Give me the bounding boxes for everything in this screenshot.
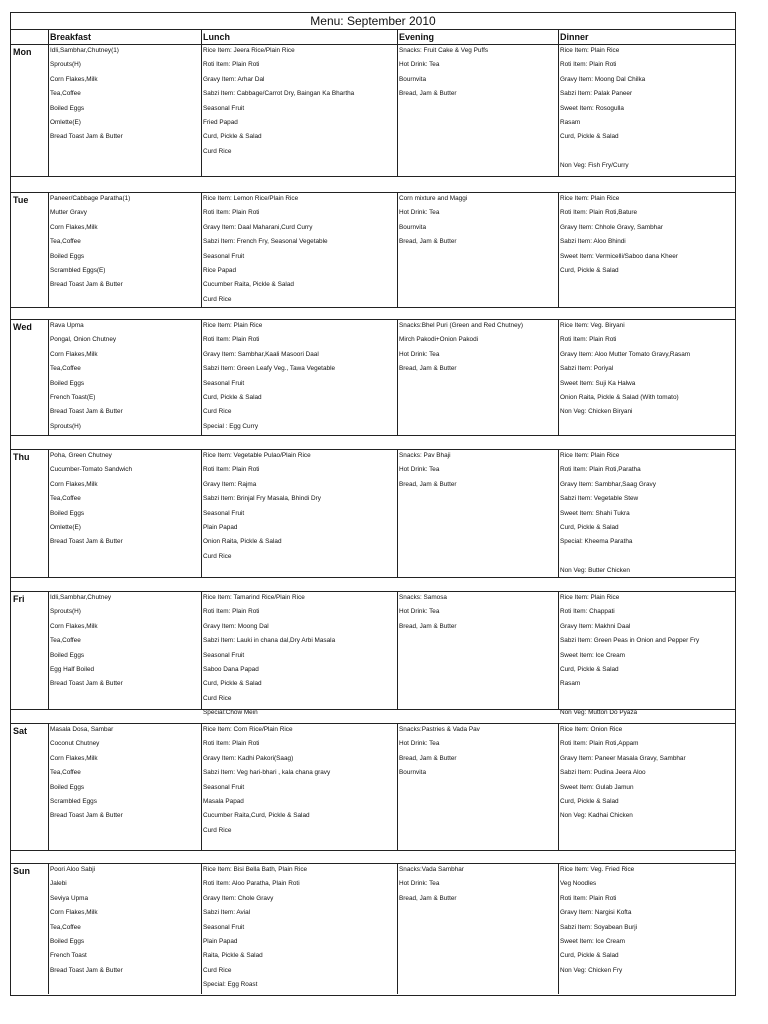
menu-item: Boiled Eggs [50,509,85,517]
menu-item: Hot Drink: Tea [399,466,440,474]
menu-item: Gravy Item: Aloo Mutter Tomato Gravy,Rasam [560,350,691,358]
column-rule [397,44,398,176]
menu-item: Bread Toast Jam & Butter [50,812,123,820]
menu-item: Seasonal Fruit [203,783,245,791]
menu-item: Rasam [560,118,581,126]
menu-item: Rice Item: Onion Rice [560,726,623,733]
menu-item: Bread Toast Jam & Butter [50,680,123,688]
menu-item: Sabzi Item: Green Leafy Veg., Tawa Vegetable [203,365,336,373]
dinner-cell [558,723,737,850]
menu-item: Non Veg: Fish Fry/Curry [560,162,629,170]
menu-item: Curd, Pickle & Salad [203,133,262,141]
breakfast-cell [48,319,201,435]
evening-cell [397,192,558,307]
menu-item: Sabzi Item: Veg hari-bhari , kala chana gravy [203,769,331,777]
menu-item: Idli,Sambhar,Chutney [50,594,112,601]
menu-item: Onion Raita, Pickle & Salad (With tomato) [560,393,679,401]
header-column-rule [397,30,398,44]
menu-item: Sabzi Item: Avial [203,909,251,917]
menu-item: Rice Papad [203,266,237,274]
menu-item: Poha, Green Chutney [50,452,112,459]
menu-item: Sabzi Item: Pudina Jeera Aloo [560,769,646,777]
menu-item: Cucumber-Tomato Sandwich [50,466,133,474]
menu-item: Rice Item: Corn Rice/Plain Rice [203,726,293,733]
evening-cell [397,591,558,709]
menu-item: Special : Egg Curry [203,422,259,430]
menu-item: Snacks:Bhel Puri (Green and Red Chutney) [399,322,523,329]
menu-item: Roti Item: Plain Roti [203,61,260,69]
menu-item: Rice Item: Plain Rice [203,322,263,329]
menu-item: Roti Item: Plain Roti [203,466,260,474]
menu-item: Sweet Item: Rosogulla [560,104,624,112]
menu-item: Boiled Eggs [50,937,85,945]
menu-item: Onion Raita, Pickle & Salad [203,538,282,546]
menu-item: Roti Item: Plain Roti,Bature [560,209,638,217]
menu-item: Hot Drink: Tea [399,350,440,358]
menu-item: Poori Aloo Sabji [50,866,96,873]
menu-item: Hot Drink: Tea [399,880,440,888]
menu-item: Gravy Item: Chhole Gravy, Sambhar [560,223,663,231]
menu-item: Gravy Item: Arhar Dal [203,75,265,83]
menu-item: Curd, Pickle & Salad [560,523,619,531]
menu-item: Snacks: Fruit Cake & Veg Puffs [399,47,489,54]
menu-item: Curd Rice [203,826,232,834]
lunch-cell [201,44,397,176]
dinner-cell [558,449,737,577]
menu-item: Boiled Eggs [50,651,85,659]
menu-item: Bread, Jam & Butter [399,754,457,762]
menu-item: Snacks:Pastries & Vada Pav [399,726,480,733]
breakfast-cell [48,591,201,709]
column-rule [201,723,202,850]
menu-item: Sweet Item: Vermicelli/Saboo dana Kheer [560,252,678,260]
menu-item: Omlette(E) [50,118,81,126]
lunch-cell [201,723,397,850]
menu-item: Corn Flakes,Milk [50,75,98,83]
menu-item: Hot Drink: Tea [399,608,440,616]
menu-item: Pongal, Onion Chutney [50,336,117,344]
menu-item: Gravy Item: Sambhar,Kaali Masoori Daal [203,350,319,358]
menu-item: Curd, Pickle & Salad [203,393,262,401]
column-rule [48,723,49,850]
column-rule [558,44,559,176]
column-rule [48,44,49,176]
day-label: Wed [13,322,32,332]
menu-item: Roti Item: Plain Roti [560,336,617,344]
column-rule [397,449,398,577]
menu-item: Roti Item: Aloo Paratha, Plain Roti [203,880,300,888]
menu-item: Curd Rice [203,408,232,416]
menu-item: Saboo Dana Papad [203,665,259,673]
menu-item: Gravy Item: Moong Dal [203,622,269,630]
menu-item: Gravy Item: Nargisi Kofta [560,909,632,917]
breakfast-cell [48,449,201,577]
menu-item: Sabzi Item: Soyabean Burji [560,923,638,931]
menu-item: Seasonal Fruit [203,651,245,659]
dinner-cell [558,863,737,994]
lunch-cell [201,319,397,435]
menu-item: Gravy Item: Sambhar,Saag Gravy [560,480,656,488]
menu-item: Bournvita [399,75,426,83]
lunch-cell [201,591,397,717]
menu-item: Tea,Coffee [50,637,81,645]
menu-item: Rava Upma [50,322,84,329]
menu-item: Roti Item: Plain Roti,Appam [560,740,639,748]
menu-item: Boiled Eggs [50,252,85,260]
block-bottom-rule [11,307,735,308]
day-label: Sun [13,866,30,876]
evening-cell [397,863,558,994]
column-rule [558,192,559,307]
menu-item: Sprouts(H) [50,61,81,69]
menu-item: Sabzi Item: French Fry, Seasonal Vegetable [203,238,328,246]
menu-item: Bread, Jam & Butter [399,894,457,902]
menu-item: Curd, Pickle & Salad [203,680,262,688]
menu-item: Cucumber Raita,Curd, Pickle & Salad [203,812,310,820]
menu-item: Bournvita [399,223,426,231]
column-rule [48,319,49,435]
menu-item: Curd Rice [203,295,232,303]
menu-item: French Toast(E) [50,393,96,401]
menu-title: Menu: September 2010 [11,13,735,30]
menu-item: Mutter Gravy [50,209,87,217]
menu-item: Rice Item: Jeera Rice/Plain Rice [203,47,295,54]
menu-item: Curd, Pickle & Salad [560,266,619,274]
menu-item: Bread, Jam & Butter [399,90,457,98]
menu-item: Roti Item: Plain Roti,Paratha [560,466,641,474]
column-rule [48,863,49,994]
menu-item [560,550,737,564]
menu-item: Roti Item: Plain Roti [203,336,260,344]
menu-item: Bread Toast Jam & Butter [50,538,123,546]
menu-item: Hot Drink: Tea [399,61,440,69]
menu-item: Corn Flakes,Milk [50,909,98,917]
menu-item: Cucumber Raita, Pickle & Salad [203,281,294,289]
evening-cell [397,449,558,577]
menu-item: Gravy Item: Kadhi Pakori(Saag) [203,754,294,762]
menu-item: Gravy Item: Chole Gravy [203,894,274,902]
menu-item: Rice Item: Bisi Bella Bath, Plain Rice [203,866,308,873]
menu-item: Sprouts(H) [50,608,81,616]
menu-item: Gravy Item: Daal Maharani,Curd Curry [203,223,313,231]
menu-item [560,692,737,706]
menu-item: Gravy Item: Paneer Masala Gravy, Sambhar [560,754,686,762]
day-label: Mon [13,47,32,57]
menu-item: Curd, Pickle & Salad [560,952,619,960]
menu-item: Boiled Eggs [50,783,85,791]
menu-item: Special: Egg Roast [203,981,258,989]
column-rule [201,591,202,709]
menu-item: Hot Drink: Tea [399,209,440,217]
header-lunch: Lunch [203,32,230,42]
lunch-cell [201,863,397,994]
day-label: Tue [13,195,29,205]
menu-item: Roti Item: Plain Roti [560,61,617,69]
menu-item: Coconut Chutney [50,740,100,748]
menu-item: Rasam [560,680,581,688]
menu-item: Curd Rice [203,694,232,702]
menu-item: Bournvita [399,769,426,777]
menu-item: Tea,Coffee [50,769,81,777]
header-column-rule [201,30,202,44]
column-rule [397,863,398,994]
column-rule [201,863,202,994]
block-bottom-rule [11,850,735,851]
menu-item: Roti Item: Plain Roti [203,608,260,616]
menu-item: Special:Chow Mein [203,709,258,717]
column-rule [558,863,559,994]
menu-item: Curd, Pickle & Salad [560,797,619,805]
column-rule [558,319,559,435]
block-bottom-rule [11,709,735,710]
evening-cell [397,319,558,435]
menu-item: Sabzi Item: Lauki in chana dal,Dry Arbi Masala [203,637,336,645]
menu-item: Sabzi Item: Vegetable Stew [560,495,639,503]
menu-item: Rice Item: Lemon Rice/Plain Rice [203,195,299,202]
menu-item: Sweet Item: Ice Cream [560,937,625,945]
lunch-cell [201,449,397,577]
menu-item: Seasonal Fruit [203,104,245,112]
menu-item: Seasonal Fruit [203,923,245,931]
menu-item: Paneer/Cabbage Paratha(1) [50,195,131,202]
menu-item: Roti Item: Plain Roti [203,209,260,217]
menu-item: Seasonal Fruit [203,252,245,260]
menu-item: French Toast [50,952,87,960]
menu-item: Tea,Coffee [50,90,81,98]
menu-item: Sweet Item: Ice Cream [560,651,625,659]
block-bottom-rule [11,435,735,436]
menu-item: Tea,Coffee [50,495,81,503]
column-rule [558,449,559,577]
menu-item: Sabzi Item: Green Peas in Onion and Pepper Fry [560,637,700,645]
menu-item: Curd, Pickle & Salad [560,133,619,141]
menu-item: Veg Noodles [560,880,597,888]
menu-item: Bread, Jam & Butter [399,480,457,488]
menu-item: Non Veg: Chicken Fry [560,966,623,974]
column-rule [558,723,559,850]
menu-item: Bread, Jam & Butter [399,365,457,373]
menu-item: Boiled Eggs [50,104,85,112]
menu-item: Sabzi Item: Aloo Bhindi [560,238,626,246]
menu-item: Bread Toast Jam & Butter [50,133,123,141]
menu-item: Sweet Item: Shahi Tukra [560,509,630,517]
menu-item: Tea,Coffee [50,365,81,373]
column-rule [48,591,49,709]
column-rule [397,192,398,307]
menu-item: Curd Rice [203,552,232,560]
menu-item: Seasonal Fruit [203,379,245,387]
menu-item: Rice Item: Veg. Fried Rice [560,866,635,873]
menu-item: Sweet Item: Gulab Jamun [560,783,634,791]
column-rule [201,449,202,577]
menu-item: Masala Dosa, Sambar [50,726,114,733]
header-breakfast: Breakfast [50,32,92,42]
menu-item: Corn Flakes,Milk [50,350,98,358]
header-dinner: Dinner [560,32,589,42]
menu-item: Mirch Pakodi+Onion Pakodi [399,336,479,344]
breakfast-cell [48,44,201,176]
menu-item: Boiled Eggs [50,379,85,387]
menu-item: Roti Item: Plain Roti [203,740,260,748]
menu-item: Sabzi Item: Palak Paneer [560,90,633,98]
menu-item: Egg Half Boiled [50,665,95,673]
menu-sheet [10,12,736,996]
column-rule [201,44,202,176]
menu-item: Bread Toast Jam & Butter [50,408,123,416]
menu-item: Roti Item: Plain Roti [560,894,617,902]
menu-item: Plain Papad [203,937,238,945]
menu-item: Rice Item: Plain Rice [560,195,620,202]
menu-item: Corn Flakes,Milk [50,480,98,488]
menu-item: Sabzi Item: Cabbage/Carrot Dry, Baingan Ka Bhartha [203,90,355,98]
breakfast-cell [48,192,201,307]
column-rule [48,449,49,577]
breakfast-cell [48,723,201,850]
menu-item: Bread Toast Jam & Butter [50,966,123,974]
breakfast-cell [48,863,201,994]
menu-item: Corn Flakes,Milk [50,223,98,231]
menu-item: Snacks: Pav Bhaji [399,452,451,459]
menu-item: Masala Papad [203,797,244,805]
menu-item: Sabzi Item: Poriyal [560,365,614,373]
dinner-cell [558,319,737,435]
menu-item: Tea,Coffee [50,238,81,246]
menu-item: Bread, Jam & Butter [399,622,457,630]
dinner-cell [558,192,737,307]
menu-item: Sweet Item: Suji Ka Halwa [560,379,636,387]
menu-item: Gravy Item: Rajma [203,480,257,488]
evening-cell [397,723,558,850]
menu-item: Roti Item: Chappati [560,608,615,616]
menu-item: Curd Rice [203,147,232,155]
day-label: Sat [13,726,28,736]
menu-item: Sabzi Item: Brinjal Fry Masala, Bhindi Dry [203,495,321,503]
menu-item: Tea,Coffee [50,923,81,931]
menu-item: Gravy Item: Makhni Daal [560,622,631,630]
lunch-cell [201,192,397,307]
column-rule [397,319,398,435]
menu-item: Raita, Pickle & Salad [203,952,263,960]
header-column-rule [558,30,559,44]
menu-item: Fried Papad [203,118,238,126]
menu-item: Curd Rice [203,966,232,974]
menu-item: Scrambled Eggs [50,797,97,805]
day-label: Thu [13,452,30,462]
menu-item: Rice Item: Plain Rice [560,47,620,54]
menu-item: Rice Item: Plain Rice [560,594,620,601]
dinner-cell [558,591,737,717]
menu-item: Special: Kheema Paratha [560,538,633,546]
column-rule [558,591,559,709]
menu-item: Seviya Upma [50,894,89,902]
menu-item: Sprouts(H) [50,422,81,430]
menu-item [560,145,737,159]
header-evening: Evening [399,32,435,42]
menu-item: Idli,Sambhar,Chutney(1) [50,47,119,54]
menu-item: Curd, Pickle & Salad [560,665,619,673]
menu-item: Non Veg: Butter Chicken [560,567,630,575]
menu-item: Corn Flakes,Milk [50,622,98,630]
column-rule [48,192,49,307]
menu-item: Non Veg: Kadhai Chicken [560,812,633,820]
menu-item: Corn Flakes,Milk [50,754,98,762]
menu-item: Omlette(E) [50,523,81,531]
menu-item: Snacks:Vada Sambhar [399,866,464,873]
day-label: Fri [13,594,25,604]
menu-item: Rice Item: Tamarind Rice/Plain Rice [203,594,305,601]
menu-item: Scrambled Eggs(E) [50,266,106,274]
column-rule [397,591,398,709]
menu-item: Bread, Jam & Butter [399,238,457,246]
evening-cell [397,44,558,176]
dinner-cell [558,44,737,176]
column-rule [201,319,202,435]
menu-item: Rice Item: Veg. Biryani [560,322,625,329]
column-rule [201,192,202,307]
menu-item: Snacks: Samosa [399,594,447,601]
menu-item: Rice Item: Plain Rice [560,452,620,459]
menu-item: Jalebi [50,880,67,888]
block-bottom-rule [11,577,735,578]
menu-item: Hot Drink: Tea [399,740,440,748]
column-rule [397,723,398,850]
menu-item: Corn mixture and Maggi [399,195,468,202]
menu-item: Non Veg: Mutton Do Pyaza [560,709,638,717]
header-column-rule [48,30,49,44]
menu-item: Gravy Item: Moong Dal Chilka [560,75,646,83]
menu-item: Non Veg: Chicken Biryani [560,408,633,416]
block-bottom-rule [11,176,735,177]
menu-item: Bread Toast Jam & Butter [50,281,123,289]
menu-item: Plain Papad [203,523,238,531]
menu-item: Seasonal Fruit [203,509,245,517]
menu-item: Rice Item: Vegetable Pulao/Plain Rice [203,452,311,459]
